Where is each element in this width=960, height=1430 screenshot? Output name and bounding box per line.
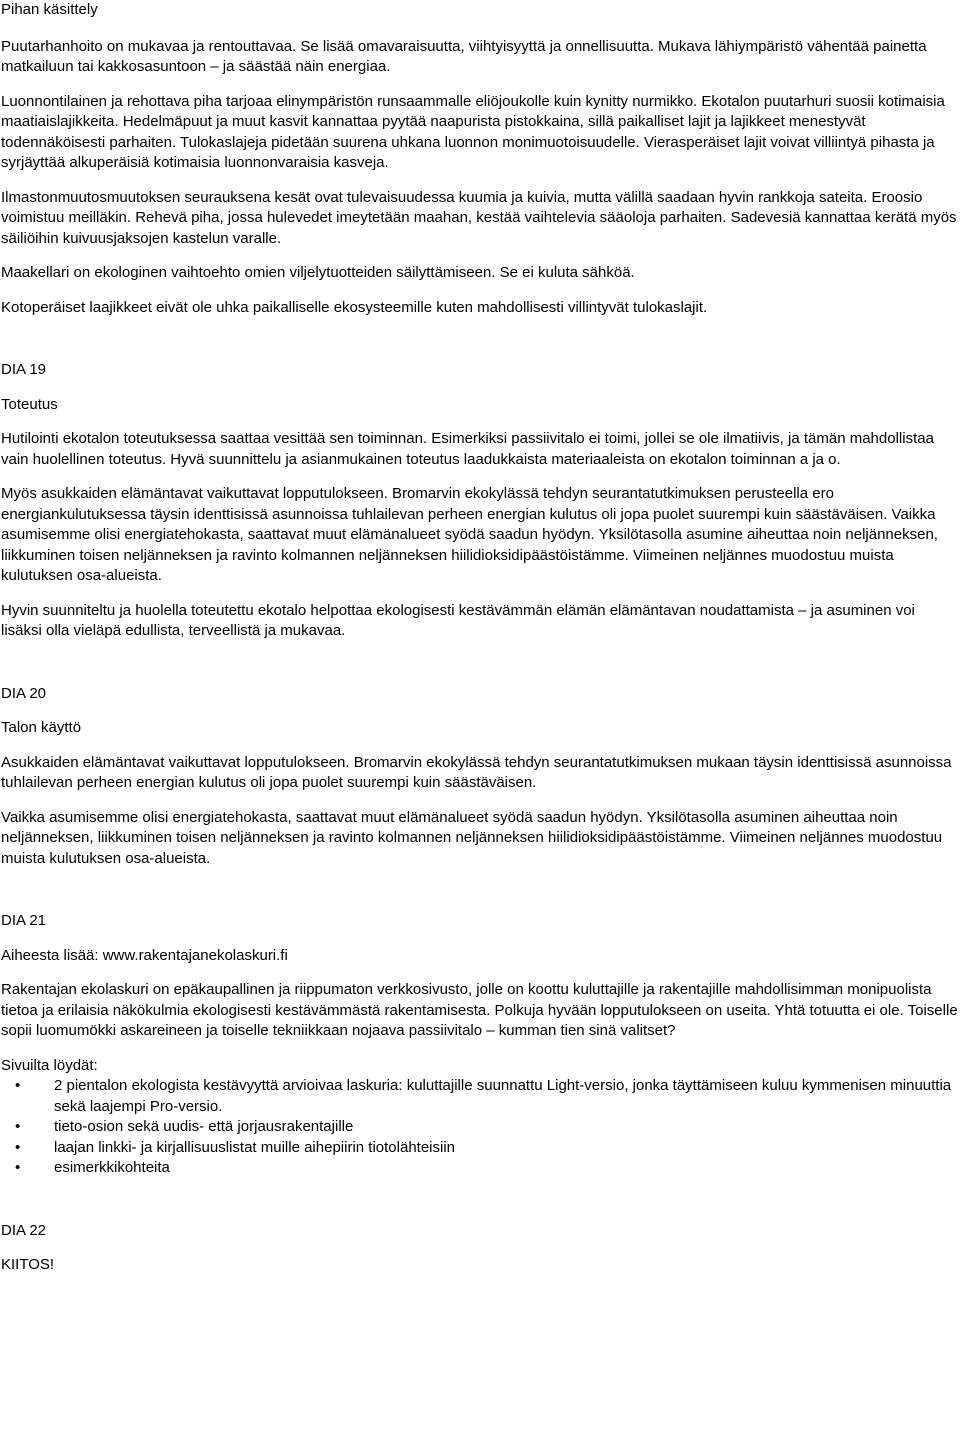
paragraph: Asukkaiden elämäntavat vaikuttavat lopputulokseen. Bromarvin ekokylässä tehdyn seurantatutkimuksen mukaan täysin identtisissä asunnoissa tuhlailevan perheen energian kulutus oli jopa puolet suurempi kuin säästäväisen.: [1, 753, 952, 791]
list-item-text: 2 pientalon ekologista kestävyyttä arvioivaa laskuria: kuluttajille suunnattu Light-versio, jonka täyttämiseen kuluu kymmenisen minuuttia sekä laajempi Pro-versio.: [54, 1077, 952, 1115]
list-item: [1, 1138, 960, 1159]
list-item: [1, 1117, 960, 1138]
list-intro: Sivuilta löydät:: [1, 1056, 98, 1074]
section-heading: Aiheesta lisää: www.rakentajanekolaskuri.fi: [1, 946, 288, 964]
paragraph: Vaikka asumisemme olisi energiatehokasta, saattavat muut elämänalueet syödä saadun hyödyn. Yksilötasolla asuminen aiheuttaa noin neljänneksen, liikkuminen toisen neljänneksen ja ravinto kolmannen neljänneksen hiilidioksidipäästöistämme. Viimeinen neljännes muodostuu muista kulutuksen osa-alueista.: [1, 808, 943, 867]
paragraph: Maakellari on ekologinen vaihtoehto omien viljelytuotteiden säilyttämiseen. Se ei kuluta sähköä.: [1, 264, 635, 281]
list-item-text: esimerkkikohteita: [54, 1159, 170, 1176]
slide-label: DIA 21: [1, 912, 47, 929]
bullet-icon: •: [15, 1118, 21, 1135]
bullet-icon: •: [15, 1138, 21, 1156]
paragraph: Myös asukkaiden elämäntavat vaikuttavat lopputulokseen. Bromarvin ekokylässä tehdyn seurantatutkimuksen perusteella ero energiankulutuksessa täysin identtisissä asunnoissa tuhlailevan perheen energian kulutus oli jopa puolet suurempi kuin säästäväisen. Vaikka asumisemme olisi energiatehokasta, saattavat muut elämänalueet syödä saadun hyödyn. Yksilötasolla asumine aiheuttaa noin neljänneksen, liikkuminen toisen neljänneksen ja ravinto kolmannen neljänneksen hiilidioksidipäästöistämme. Viimeinen neljännes muodostuu muista kulutuksen osa-alueista.: [1, 485, 938, 584]
paragraph: Hutilointi ekotalon toteutuksessa saattaa vesittää sen toiminnan. Esimerkiksi passiivitalo ei toimi, jollei se ole ilmatiivis, ja tämän mahdollistaa vain huolellinen toteutus. Hyvä suunnittelu ja asianmukainen toteutus laadukkaista materiaaleista on ekotalon toiminnan a ja o.: [1, 430, 934, 468]
list-item: [1, 1076, 960, 1117]
list-item: [1, 1158, 960, 1179]
paragraph: Ilmastonmuutosmuutoksen seurauksena kesät ovat tulevaisuudessa kuumia ja kuivia, mutta välillä saadaan hyvin rankkoja sateita. Eroosio voimistuu meilläkin. Rehevä piha, jossa hulevedet imeytetään maahan, kestää vaihtelevia sääoloja parhaiten. Sadevesiä kannattaa kerätä myös säiliöihin kuivuusjaksojen kastelun varalle.: [1, 188, 957, 247]
list-item-text: laajan linkki- ja kirjallisuuslistat muille aihepiirin tiotolähteisiin: [54, 1138, 456, 1156]
section-heading: Talon käyttö: [1, 719, 82, 736]
section-heading: Pihan käsittely: [1, 1, 98, 18]
slide-label: DIA 19: [1, 361, 47, 378]
paragraph: Kotoperäiset laajikkeet eivät ole uhka paikalliselle ekosysteemille kuten mahdollisesti villintyvät tulokaslajit.: [1, 298, 708, 316]
slide-label: DIA 20: [1, 684, 47, 702]
paragraph: Luonnontilainen ja rehottava piha tarjoaa elinympäristön runsaammalle eliöjoukolle kuin kynitty nurmikko. Ekotalon puutarhuri suosii kotimaisia maatiaislajikkeita. Hedelmäpuut ja muut kasvit kannattaa pyytää naapurista pistokkaina, sillä paikalliset lajit ja lajikkeet menestyvät todennäköisesti parhaiten. Tulokaslajeja pidetään suurena uhkana luonnon monimuotoisuudelle. Vierasperäiset lajit voivat villiintyä pihasta ja syrjäyttää alkuperäisiä kotimaisia luonnonvaraisia kasveja.: [1, 92, 945, 171]
slide-label: DIA 22: [1, 1221, 47, 1239]
paragraph: Hyvin suunniteltu ja huolella toteutettu ekotalo helpottaa ekologisesti kestävämmän elämän elämäntavan noudattamista – ja asuminen voi lisäksi olla vieläpä edullista, terveellistä ja mukavaa.: [1, 601, 915, 639]
bullet-icon: •: [15, 1159, 21, 1176]
closing-text: KIITOS!: [1, 1256, 55, 1273]
bullet-icon: •: [15, 1077, 21, 1094]
section-heading: Toteutus: [1, 395, 58, 413]
bullet-list: [1, 1076, 960, 1179]
paragraph: Puutarhanhoito on mukavaa ja rentouttavaa. Se lisää omavaraisuutta, viihtyisyyttä ja onnellisuutta. Mukava lähiympäristö vähentää painetta matkailuun tai kakkosasuntoon – ja säästää näin energiaa.: [1, 37, 927, 75]
paragraph: Rakentajan ekolaskuri on epäkaupallinen ja riippumaton verkkosivusto, jolle on koottu kuluttajille ja rakentajille mahdollisimman monipuolista tietoa ja erilaisia näkökulmia ekologisesti kestävämmästä rakentamisesta. Polkuja hyvään lopputulokseen on useita. Yhtä totuutta ei ole. Toiselle sopii luomumökki askareineen ja toiselle tekniikkaan nojaava passiivitalo – kumman tien sinä valitset?: [1, 981, 958, 1039]
list-item-text: tieto-osion sekä uudis- että jorjausrakentajille: [54, 1118, 354, 1135]
